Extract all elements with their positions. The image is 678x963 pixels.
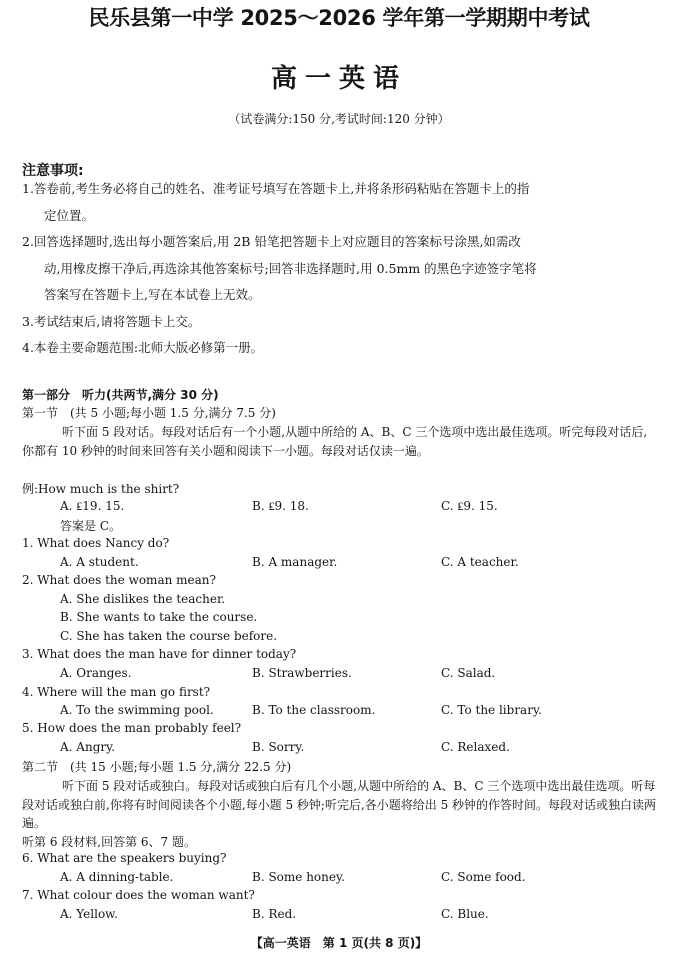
- q1-option-a: A. A student.: [60, 555, 139, 569]
- q7-option-b: B. Red.: [252, 907, 297, 921]
- q3-option-c: C. Salad.: [441, 666, 496, 680]
- notice-line: 4.本卷主要命题范围:北师大版必修第一册。: [22, 340, 264, 355]
- q3-option-a: A. Oranges.: [60, 666, 132, 680]
- example-option-a: A. ₤19. 15.: [60, 499, 125, 513]
- q2-option-a: A. She dislikes the teacher.: [60, 592, 226, 606]
- exam-info: （试卷满分:150 分,考试时间:120 分钟）: [228, 112, 450, 126]
- question-4: 4. Where will the man go first?: [22, 685, 211, 699]
- example-answer: 答案是 C。: [60, 519, 121, 533]
- q4-option-a: A. To the swimming pool.: [60, 703, 214, 717]
- notice-heading: 注意事项:: [22, 163, 84, 179]
- section1-instructions: 听下面 5 段对话。每段对话后有一个小题,从题中所给的 A、B、C 三个选项中选出最佳选项。听完每段对话后,你都有 10 秒钟的时间来回答有关小题和阅读下一小题。每段对话仅读一遍。: [22, 425, 648, 458]
- q1-option-c: C. A teacher.: [441, 555, 519, 569]
- section1-heading: 第一节 (共 5 小题;每小题 1.5 分,满分 7.5 分): [22, 406, 276, 420]
- question-2: 2. What does the woman mean?: [22, 573, 216, 587]
- question-1: 1. What does Nancy do?: [22, 536, 170, 550]
- example-question: 例:How much is the shirt?: [22, 482, 180, 496]
- q4-option-b: B. To the classroom.: [252, 703, 376, 717]
- question-7: 7. What colour does the woman want?: [22, 888, 255, 902]
- notice-line: 2.回答选择题时,选出每小题答案后,用 2B 铅笔把答题卡上对应题目的答案标号涂黑,如需改: [22, 234, 521, 249]
- page-footer: 【高一英语 第 1 页(共 8 页)】: [250, 936, 428, 950]
- part1-heading: 第一部分 听力(共两节,满分 30 分): [22, 388, 219, 402]
- q6-option-c: C. Some food.: [441, 870, 526, 884]
- example-option-b: B. ₤9. 18.: [252, 499, 309, 513]
- notice-line: 定位置。: [44, 207, 95, 223]
- subject-title: 高一英语: [270, 64, 407, 94]
- q5-option-a: A. Angry.: [60, 740, 116, 754]
- q6-option-b: B. Some honey.: [252, 870, 345, 884]
- q7-option-a: A. Yellow.: [60, 907, 118, 921]
- exam-title: 民乐县第一中学 2025～2026 学年第一学期期中考试: [88, 6, 590, 30]
- q2-option-b: B. She wants to take the course.: [60, 610, 258, 624]
- question-3: 3. What does the man have for dinner today?: [22, 647, 297, 661]
- question-6: 6. What are the speakers buying?: [22, 851, 227, 865]
- notice-line: 动,用橡皮擦干净后,再选涂其他答案标号;回答非选择题时,用 0.5mm 的黑色字迹签字笔将: [44, 260, 537, 276]
- section2-heading: 第二节 (共 15 小题;每小题 1.5 分,满分 22.5 分): [22, 760, 292, 774]
- notice-line: 1.答卷前,考生务必将自己的姓名、准考证号填写在答题卡上,并将条形码粘贴在答题卡上的指: [22, 181, 530, 196]
- notice-line: 3.考试结束后,请将答题卡上交。: [22, 313, 201, 329]
- q6-option-a: A. A dinning-table.: [60, 870, 174, 884]
- q1-option-b: B. A manager.: [252, 555, 338, 569]
- q5-option-c: C. Relaxed.: [441, 740, 510, 754]
- notice-line: 答案写在答题卡上,写在本试卷上无效。: [44, 287, 261, 302]
- q2-option-c: C. She has taken the course before.: [60, 629, 278, 643]
- q7-option-c: C. Blue.: [441, 907, 489, 921]
- q3-option-b: B. Strawberries.: [252, 666, 352, 680]
- q5-option-b: B. Sorry.: [252, 740, 305, 754]
- material-note: 听第 6 段材料,回答第 6、7 题。: [22, 835, 196, 849]
- notice-list: [22, 176, 658, 362]
- example-option-c: C. ₤9. 15.: [441, 499, 498, 513]
- question-5: 5. How does the man probably feel?: [22, 721, 242, 735]
- section2-instructions: 听下面 5 段对话或独白。每段对话或独白后有几个小题,从题中所给的 A、B、C 三个选项中选出最佳选项。听每段对话或独白前,你将有时间阅读各个小题,每小题 5 秒钟;听完后,各小题将给出 5 秒钟的作答时间。每段对话或独白读两遍。: [22, 779, 657, 830]
- q4-option-c: C. To the library.: [441, 703, 542, 717]
